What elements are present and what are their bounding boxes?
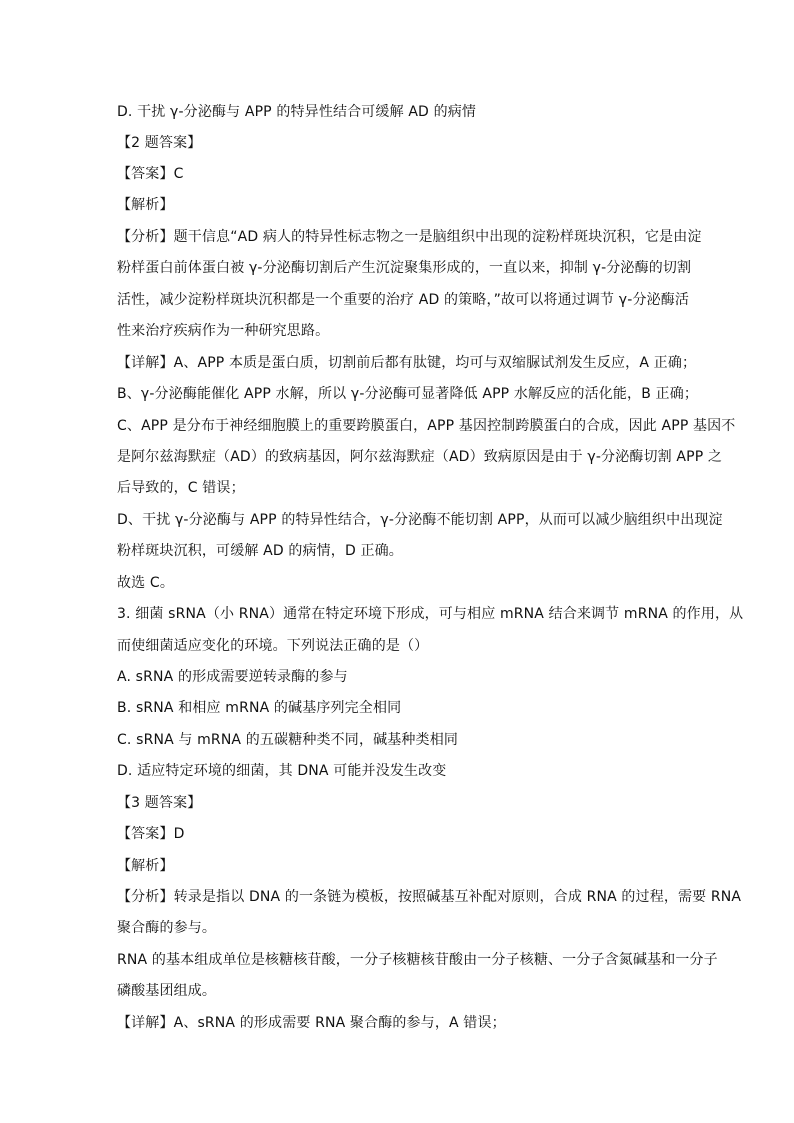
detail-line-d-cont: 粉样斑块沉积，可缓解 AD 的病情，D 正确。	[117, 543, 403, 559]
answer-line: 【答案】C	[117, 166, 184, 182]
question-3-stem-cont: 而使细菌适应变化的环境。下列说法正确的是（）	[117, 638, 429, 654]
option-c: C. sRNA 与 mRNA 的五碳糖种类不同，碱基种类相同	[117, 732, 459, 748]
answer-line: 【答案】D	[117, 826, 185, 842]
analysis-paragraph-line: 聚合酶的参与。	[117, 920, 217, 936]
question-2-answer-heading: 【2 题答案】	[117, 135, 202, 151]
detail-line-c: C、APP 是分布于神经细胞膜上的重要跨膜蛋白，APP 基因控制跨膜蛋白的合成，因此 APP 基因不	[117, 418, 736, 434]
analysis-heading: 【解析】	[117, 858, 174, 874]
analysis-paragraph-line: 粉样蛋白前体蛋白被 γ-分泌酶切割后产生沉淀聚集形成的，一直以来，抑制 γ-分泌酶的切割	[117, 260, 692, 276]
detail-line-c-end: 后导致的，C 错误；	[117, 480, 245, 496]
analysis-paragraph-line: 【分析】转录是指以 DNA 的一条链为模板，按照碱基互补配对原则，合成 RNA 的过程，需要 RNA	[117, 889, 742, 905]
detail-line-d: D、干扰 γ-分泌酶与 APP 的特异性结合，γ-分泌酶不能切割 APP，从而可以减少脑组织中出现淀	[117, 512, 723, 528]
detail-line-b: B、γ-分泌酶能催化 APP 水解，所以 γ-分泌酶可显著降低 APP 水解反应的活化能，B 正确；	[117, 386, 699, 402]
option-d: D. 适应特定环境的细菌，其 DNA 可能并没发生改变	[117, 763, 447, 779]
analysis-heading: 【解析】	[117, 197, 174, 213]
question-3-answer-heading: 【3 题答案】	[117, 795, 202, 811]
analysis-paragraph-line: 活性，减少淀粉样斑块沉积都是一个重要的治疗 AD 的策略，”故可以将通过调节 γ-分泌酶活	[117, 292, 690, 308]
option-a: A. sRNA 的形成需要逆转录酶的参与	[117, 669, 348, 685]
detail-line-a: 【详解】A、APP 本质是蛋白质，切割前后都有肽键，均可与双缩脲试剂发生反应，A 正确；	[117, 355, 697, 371]
choice-line: 故选 C。	[117, 575, 174, 591]
analysis-paragraph-line: 【分析】题干信息“AD 病人的特异性标志物之一是脑组织中出现的淀粉样斑块沉积，它是由淀	[117, 229, 702, 245]
option-d-line: D. 干扰 γ-分泌酶与 APP 的特异性结合可缓解 AD 的病情	[117, 104, 477, 120]
analysis-paragraph-line: 磷酸基团组成。	[117, 983, 217, 999]
detail-line-a: 【详解】A、sRNA 的形成需要 RNA 聚合酶的参与，A 错误；	[117, 1015, 506, 1031]
question-3-stem: 3. 细菌 sRNA（小 RNA）通常在特定环境下形成，可与相应 mRNA 结合来调节 mRNA 的作用，从	[117, 606, 744, 622]
analysis-paragraph-line: RNA 的基本组成单位是核糖核苷酸，一分子核糖核苷酸由一分子核糖、一分子含氮碱基和一分子	[117, 952, 718, 968]
analysis-paragraph-line: 性来治疗疾病作为一种研究思路。	[117, 323, 330, 339]
option-b: B. sRNA 和相应 mRNA 的碱基序列完全相同	[117, 700, 402, 716]
detail-line-c-cont: 是阿尔兹海默症（AD）的致病基因，阿尔兹海默症（AD）致病原因是由于 γ-分泌酶切割 APP 之	[117, 449, 723, 465]
